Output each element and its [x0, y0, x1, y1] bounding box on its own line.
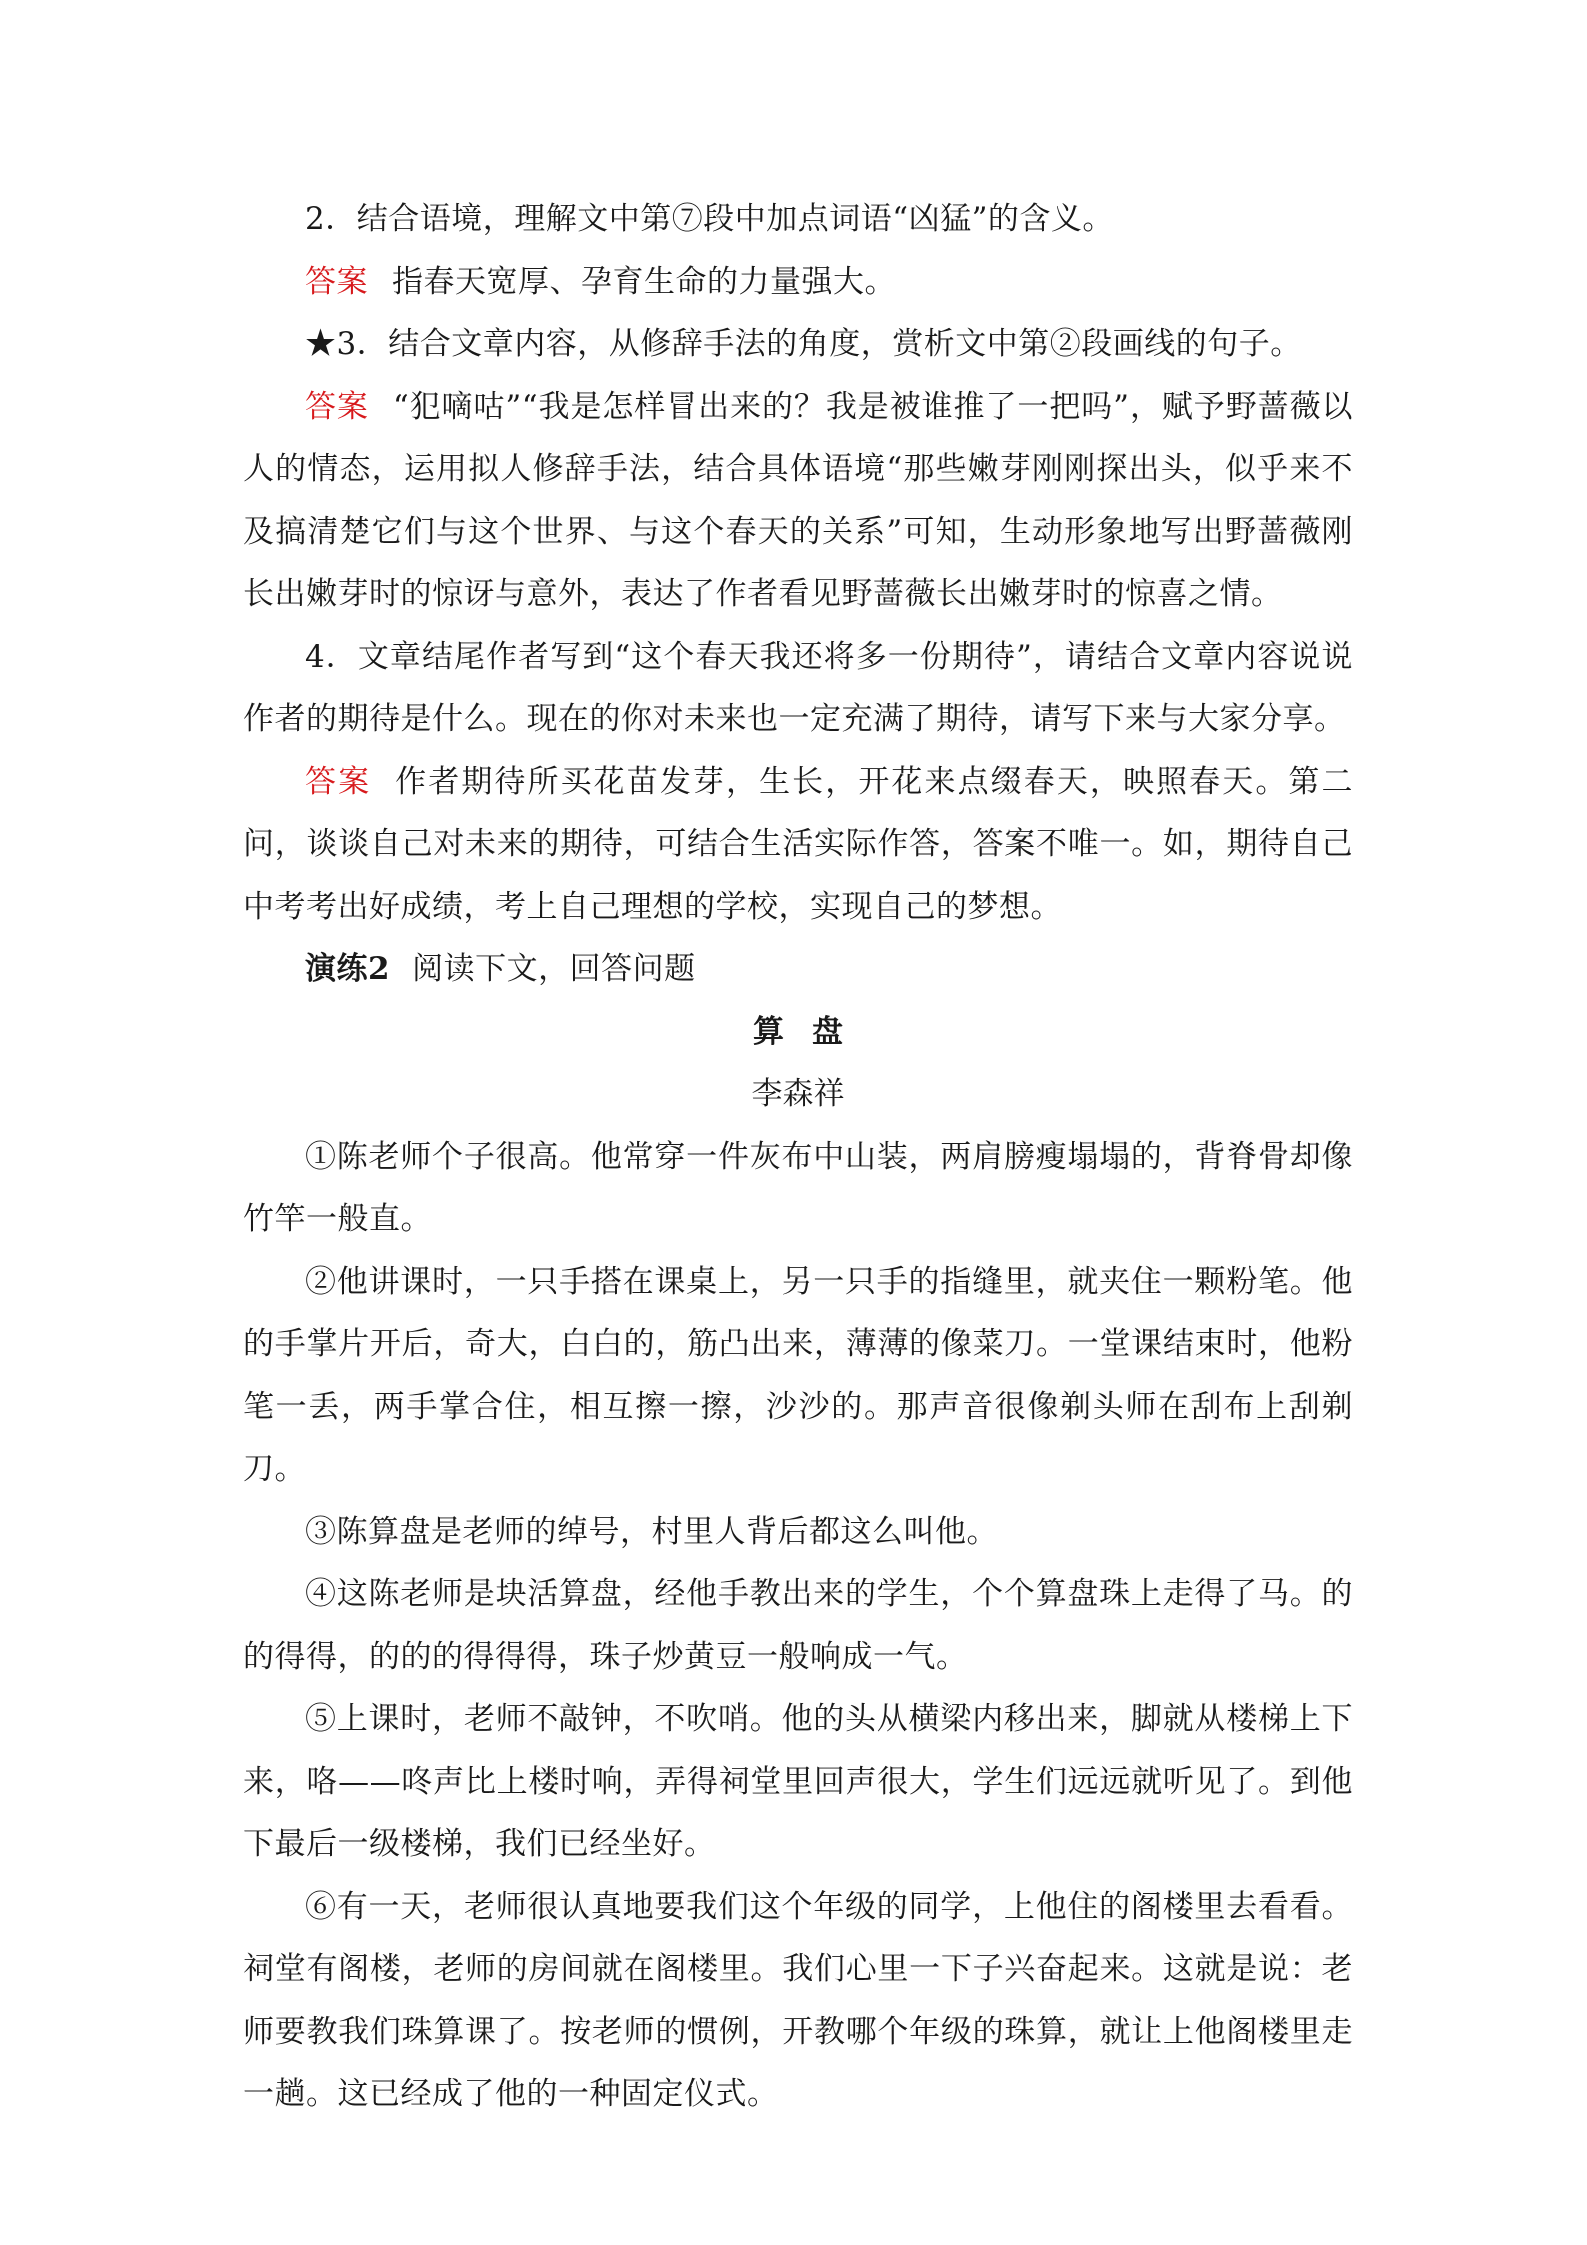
question-3: ★3．结合文章内容，从修辞手法的角度，赏析文中第②段画线的句子。: [305, 326, 1302, 362]
article-paragraph-2: ②他讲课时，一只手搭在课桌上，另一只手的指缝里，就夹住一颗粉笔。他的手掌片开后，奇大，白白的，筋凸出来，薄薄的像菜刀。一堂课结束时，他粉笔一丢，两手掌合住，相互擦一擦，沙沙的。那声音很像剃头师在刮布上刮剃刀。: [243, 1263, 1353, 1487]
answer-3: [243, 376, 1353, 626]
answer-4-text: 作者期待所买花苗发芽，生长，开花来点缀春天，映照春天。第二问，谈谈自己对未来的期待，可结合生活实际作答，答案不唯一。如，期待自己中考考出好成绩，考上自己理想的学校，实现自己的梦想。: [243, 763, 1354, 925]
document-page: [243, 188, 1353, 2126]
article-paragraph-4: ④这陈老师是块活算盘，经他手教出来的学生，个个算盘珠上走得了马。的的得得，的的的得得得，珠子炒黄豆一般响成一气。: [243, 1576, 1353, 1675]
article-paragraph-6: ⑥有一天，老师很认真地要我们这个年级的同学，上他住的阁楼里去看看。祠堂有阁楼，老师的房间就在阁楼里。我们心里一下子兴奋起来。这就是说：老师要教我们珠算课了。按老师的惯例，开教哪个年级的珠算，就让上他阁楼里走一趟。这已经成了他的一种固定仪式。: [243, 1888, 1353, 2112]
answer-label: 答案: [305, 763, 372, 800]
article-author: 李森祥: [751, 1076, 845, 1112]
answer-3-text: “犯嘀咕”“我是怎样冒出来的？我是被谁推了一把吗”，赋予野蔷薇以人的情态，运用拟人修辞手法，结合具体语境“那些嫩芽刚刚探出头，似乎来不及搞清楚它们与这个世界、与这个春天的关系”可知，生动形象地写出野蔷薇刚长出嫩芽时的惊讶与意外，表达了作者看见野蔷薇长出嫩芽时的惊喜之情。: [243, 388, 1354, 612]
article-title: 算盘: [753, 1013, 871, 1050]
question-2: 2．结合语境，理解文中第⑦段中加点词语“凶猛”的含义。: [305, 201, 1114, 237]
article-paragraph-1: ①陈老师个子很高。他常穿一件灰布中山装，两肩膀瘦塌塌的，背脊骨却像竹竿一般直。: [243, 1138, 1353, 1237]
answer-2: [243, 251, 1353, 314]
exercise-label: 演练2: [305, 951, 391, 987]
question-4: 4．文章结尾作者写到“这个春天我还将多一份期待”，请结合文章内容说说作者的期待是什么。现在的你对未来也一定充满了期待，请写下来与大家分享。: [243, 638, 1353, 737]
answer-2-text: 指春天宽厚、孕育生命的力量强大。: [392, 263, 896, 300]
exercise-heading: [243, 938, 1353, 1001]
answer-label: 答案: [305, 263, 368, 300]
answer-4: [243, 751, 1353, 939]
answer-label: 答案: [305, 388, 369, 425]
exercise-instruction: 阅读下文，回答问题: [412, 951, 696, 987]
article-paragraph-3: ③陈算盘是老师的绰号，村里人背后都这么叫他。: [305, 1513, 998, 1550]
article-paragraph-5: ⑤上课时，老师不敲钟，不吹哨。他的头从横梁内移出来，脚就从楼梯上下来，咯——咚声比上楼时响，弄得祠堂里回声很大，学生们远远就听见了。到他下最后一级楼梯，我们已经坐好。: [243, 1701, 1353, 1862]
